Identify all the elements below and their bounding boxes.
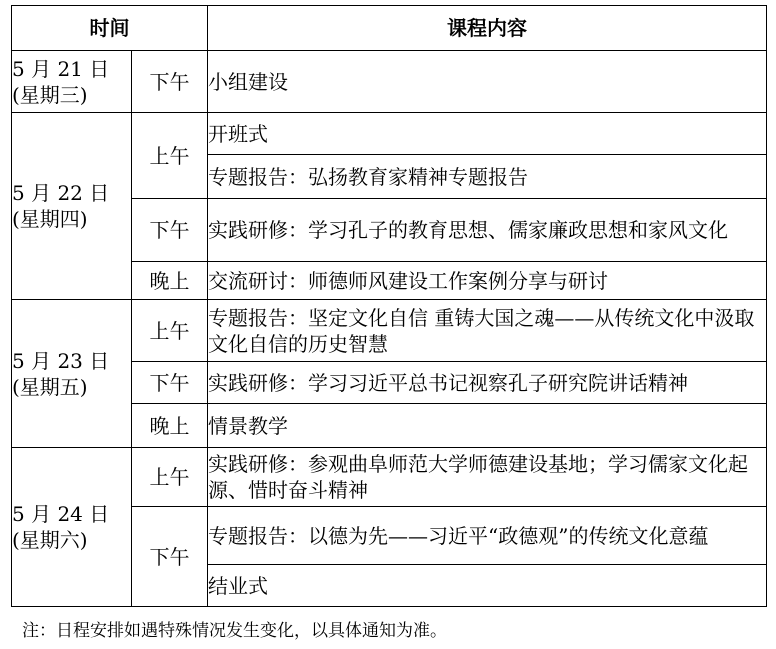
course-item: 实践研修：学习孔子的教育思想、儒家廉政思想和家风文化 — [208, 199, 767, 262]
date-label: 5 月 23 日 — [12, 348, 110, 373]
date-cell — [12, 448, 132, 607]
course-item: 实践研修：参观曲阜师范大学师德建设基地；学习儒家文化起源、惜时奋斗精神 — [208, 448, 767, 507]
date-cell — [12, 300, 132, 448]
course-item: 专题报告：坚定文化自信 重铸大国之魂——从传统文化中汲取文化自信的历史智慧 — [208, 300, 767, 362]
footnote: 注：日程安排如遇特殊情况发生变化，以具体通知为准。 — [22, 621, 447, 641]
table-row — [12, 113, 767, 155]
weekday-label: (星期五) — [12, 374, 88, 399]
date-label: 5 月 22 日 — [12, 181, 110, 205]
period-cell: 下午 — [132, 507, 208, 607]
weekday-label: (星期三) — [12, 82, 88, 107]
schedule-table — [11, 5, 767, 607]
table-row — [12, 51, 767, 113]
course-item: 情景教学 — [208, 404, 767, 448]
period-cell: 下午 — [132, 51, 208, 113]
course-item: 小组建设 — [208, 51, 767, 113]
period-cell: 上午 — [132, 448, 208, 507]
weekday-label: (星期四) — [12, 207, 88, 231]
period-cell: 上午 — [132, 300, 208, 362]
table-row — [12, 448, 767, 507]
header-row — [12, 6, 767, 51]
course-item: 专题报告：弘扬教育家精神专题报告 — [208, 155, 767, 199]
course-item: 开班式 — [208, 113, 767, 155]
table-row — [12, 300, 767, 362]
date-cell — [12, 51, 132, 113]
header-content: 课程内容 — [208, 6, 767, 51]
course-item: 专题报告：以德为先——习近平“政德观”的传统文化意蕴 — [208, 507, 767, 565]
period-cell: 下午 — [132, 362, 208, 404]
date-label: 5 月 21 日 — [12, 56, 110, 81]
period-cell: 晚上 — [132, 404, 208, 448]
period-cell: 上午 — [132, 113, 208, 199]
weekday-label: (星期六) — [12, 528, 88, 552]
date-cell — [12, 113, 132, 300]
period-cell: 下午 — [132, 199, 208, 262]
course-item: 交流研讨：师德师风建设工作案例分享与研讨 — [208, 262, 767, 300]
period-cell: 晚上 — [132, 262, 208, 300]
date-label: 5 月 24 日 — [12, 502, 110, 526]
header-time: 时间 — [12, 6, 208, 51]
course-item: 实践研修：学习习近平总书记视察孔子研究院讲话精神 — [208, 362, 767, 404]
course-item: 结业式 — [208, 565, 767, 607]
